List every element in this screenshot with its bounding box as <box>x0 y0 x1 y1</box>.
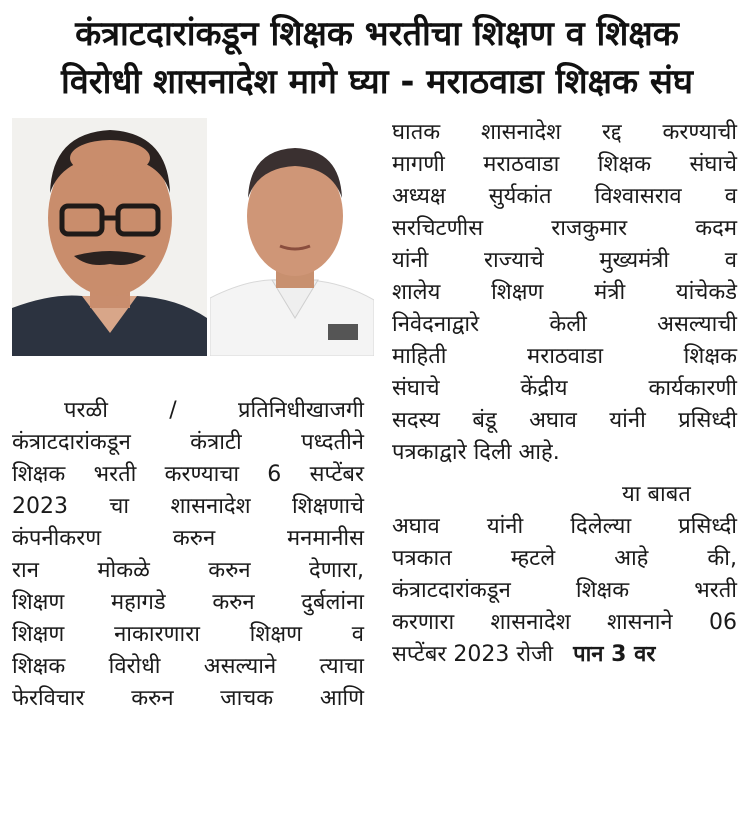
right-line: शालेय शिक्षण मंत्री यांचेकडे <box>392 280 737 305</box>
left-line: 2023 चा शासनादेश शिक्षणाचे <box>12 494 364 519</box>
portrait-photo-left <box>12 118 207 356</box>
right-line: सदस्य बंडू अघाव यांनी प्रसिध्दी <box>392 408 737 433</box>
left-line: परळी / प्रतिनिधीखाजगी <box>64 398 364 423</box>
right-line: माहिती मराठवाडा शिक्षक <box>392 344 737 369</box>
headline-line-2: विरोधी शासनादेश मागे घ्या - मराठवाडा शिक्षक संघ <box>61 62 693 102</box>
right-line: या बाबत <box>622 482 691 507</box>
photo-panel <box>12 118 374 356</box>
right-line: यांनी राज्याचे मुख्यमंत्री व <box>392 248 737 273</box>
right-last-line-text: सप्टेंबर 2023 रोजी <box>392 642 554 667</box>
right-line: पत्रकाद्वारे दिली आहे. <box>392 440 560 465</box>
headline <box>0 10 754 106</box>
right-last-line <box>392 639 737 671</box>
right-line: कंत्राटदारांकडून शिक्षक भरती <box>392 578 737 603</box>
right-column <box>392 117 737 671</box>
left-line: कंत्राटदारांकडून कंत्राटी पध्दतीने <box>12 430 364 455</box>
continued-on-page-ref: पान 3 वर <box>573 642 656 667</box>
left-line: रान मोकळे करुन देणारा, <box>12 558 364 583</box>
right-line: निवेदनाद्वारे केली असल्याची <box>392 312 737 337</box>
right-line: संघाचे केंद्रीय कार्यकारणी <box>392 376 737 401</box>
right-line: पत्रकात म्हटले आहे की, <box>392 546 737 571</box>
left-column <box>12 395 364 715</box>
left-line: फेरविचार करुन जाचक आणि <box>12 686 364 711</box>
left-line: शिक्षक विरोधी असल्याने त्याचा <box>12 654 364 679</box>
left-line: कंपनीकरण करुन मनमानीस <box>12 526 364 551</box>
right-line: अघाव यांनी दिलेल्या प्रसिध्दी <box>392 514 737 539</box>
right-line: करणारा शासनादेश शासनाने 06 <box>392 610 737 635</box>
left-line: शिक्षण नाकारणारा शिक्षण व <box>12 622 364 647</box>
right-line: मागणी मराठवाडा शिक्षक संघाचे <box>392 152 737 177</box>
right-line: सरचिटणीस राजकुमार कदम <box>392 216 737 241</box>
left-line: शिक्षक भरती करण्याचा 6 सप्टेंबर <box>12 462 364 487</box>
right-line: अध्यक्ष सुर्यकांत विश्वासराव व <box>392 184 737 209</box>
left-line: शिक्षण महागडे करुन दुर्बलांना <box>12 590 364 615</box>
right-line: घातक शासनादेश रद्द करण्याची <box>392 120 737 145</box>
portrait-photo-right <box>210 128 374 356</box>
headline-line-1: कंत्राटदारांकडून शिक्षक भरतीचा शिक्षण व शिक्षक <box>75 14 679 54</box>
